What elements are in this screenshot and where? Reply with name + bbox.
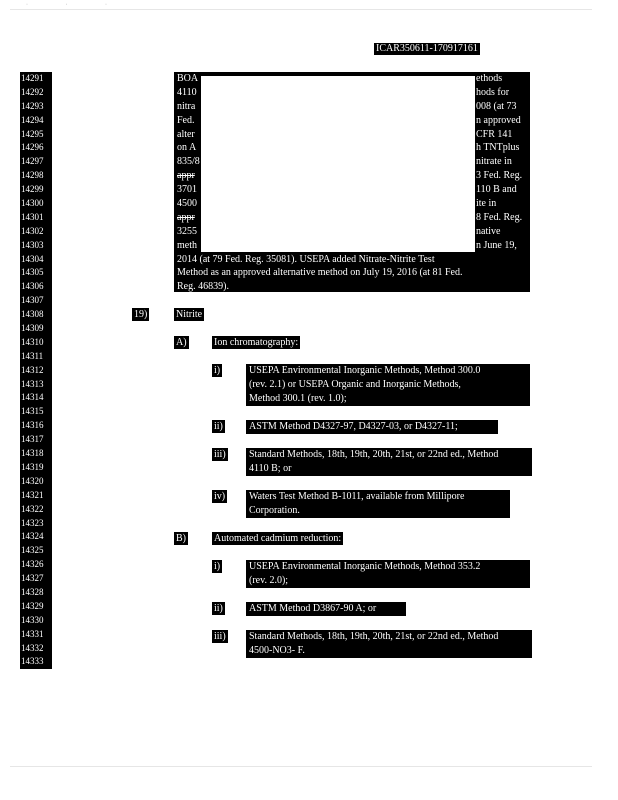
item-text: USEPA Environmental Inorganic Methods, Method 300.0 (rev. 2.1) or USEPA Organic and Inorganic Methods, Method 300.1 (rev. 1.0); [246,364,530,406]
para-row: BOA [177,73,199,84]
line-number: 14304 [20,253,52,267]
line-number: 14310 [20,336,52,350]
item-number: ii) [214,421,223,432]
para-row: appr [177,170,195,182]
line-number: 14299 [20,183,52,197]
para-row: Reg. 46839). [177,281,229,293]
line-number: 14321 [20,489,52,503]
para-row: Method as an approved alternative method on July 19, 2016 (at 81 Fed. [177,267,463,279]
item-text: Waters Test Method B-1011, available from Millipore Corporation. [246,490,510,518]
item-number: i) [214,365,221,376]
para-fragment: 8 Fed. Reg. [476,211,523,223]
line-number: 14323 [20,517,52,531]
subsection-letter: B) [176,533,186,544]
para-row: appr [177,211,195,223]
line-number: 14333 [20,655,52,669]
line-number: 14301 [20,211,52,225]
line-number: 14329 [20,600,52,614]
item-number: iii) [214,631,226,642]
para-fragment: n June 19, [476,239,517,251]
line-number: 14317 [20,433,52,447]
subsection-letter: A) [176,337,187,348]
para-row: Fed. [177,114,195,126]
para-row: 4110 [177,86,197,98]
line-number: 14320 [20,475,52,489]
line-number: 14307 [20,294,52,308]
line-number: 14314 [20,391,52,405]
line-number: 14315 [20,405,52,419]
para-row: meth [177,239,197,251]
item-text: USEPA Environmental Inorganic Methods, Method 353.2 (rev. 2.0); [246,560,530,588]
para-fragment: 110 B and [476,184,517,196]
line-number: 14322 [20,503,52,517]
line-number: 14312 [20,364,52,378]
line-number: 14296 [20,141,52,155]
item-text: Standard Methods, 18th, 19th, 20th, 21st, or 22nd ed., Method 4500-NO3- F. [246,630,532,658]
para-row: 3255 [177,225,197,237]
line-numbers [20,72,52,669]
item-text: Standard Methods, 18th, 19th, 20th, 21st, or 22nd ed., Method 4110 B; or [246,448,532,476]
line-number: 14313 [20,378,52,392]
line-number: 14306 [20,280,52,294]
line-number: 14328 [20,586,52,600]
line-number: 14332 [20,642,52,656]
top-rule [10,9,592,10]
line-number: 14324 [20,530,52,544]
subsection-title: Automated cadmium reduction: [214,533,342,544]
para-fragment: nitrate in [476,156,512,168]
line-number: 14311 [20,350,52,364]
line-number: 14302 [20,225,52,239]
line-number: 14291 [20,72,52,86]
line-number: 14326 [20,558,52,572]
line-number: 14327 [20,572,52,586]
line-number: 14318 [20,447,52,461]
line-number: 14292 [20,86,52,100]
para-fragment: ite in [476,198,497,210]
line-number: 14325 [20,544,52,558]
line-number: 14330 [20,614,52,628]
para-row: on A [177,142,197,154]
para-row: nitra [177,100,196,112]
para-fragment: ethods [476,73,503,84]
line-number: 14309 [20,322,52,336]
item-number: iii) [214,449,226,460]
para-fragment: h TNTplus [476,142,520,154]
para-fragment: native [476,225,501,237]
line-number: 14303 [20,239,52,253]
item-number: i) [214,561,221,572]
para-row: 3701 [177,184,197,196]
para-row: 835/8 [177,156,200,168]
item-number: ii) [214,603,223,614]
bottom-rule [10,766,592,767]
para-row: 2014 (at 79 Fed. Reg. 35081). USEPA added Nitrate-Nitrite Test [177,253,435,265]
subsection-title: Ion chromatography: [214,337,299,348]
item-text: ASTM Method D3867-90 A; or [246,602,406,616]
line-number: 14297 [20,155,52,169]
redaction-box [201,76,475,252]
paragraph-right-fragments [476,72,530,253]
document-id: ICAR350611-170917161 [376,43,478,54]
para-fragment: CFR 141 [476,128,513,140]
line-number: 14331 [20,628,52,642]
para-fragment: 008 (at 73 [476,100,517,112]
line-number: 14319 [20,461,52,475]
para-fragment: hods for [476,86,510,98]
item-number: iv) [214,491,226,502]
line-number: 14308 [20,308,52,322]
para-fragment: n approved [476,114,521,126]
line-number: 14305 [20,266,52,280]
line-number: 14298 [20,169,52,183]
line-number: 14300 [20,197,52,211]
section-number: 19) [134,309,148,320]
para-row: alter [177,128,195,140]
para-row: 4500 [177,198,197,210]
line-number: 14293 [20,100,52,114]
line-number: 14294 [20,114,52,128]
scan-specks: · · · [26,2,125,8]
para-fragment: 3 Fed. Reg. [476,170,523,182]
item-text: ASTM Method D4327-97, D4327-03, or D4327-11; [246,420,498,434]
line-number: 14295 [20,128,52,142]
section-title: Nitrite [176,309,203,320]
line-number: 14316 [20,419,52,433]
